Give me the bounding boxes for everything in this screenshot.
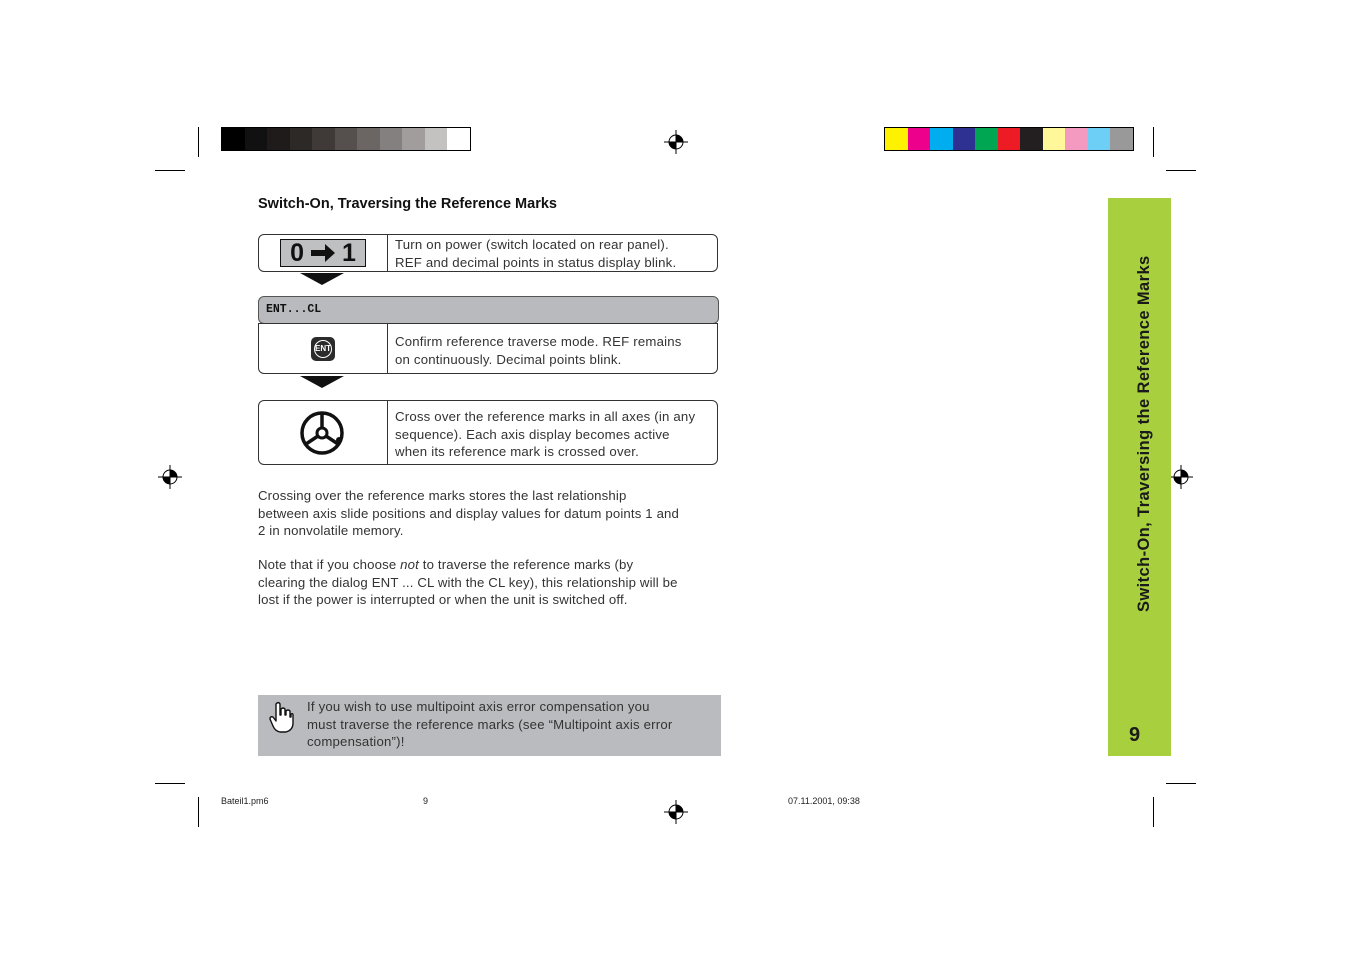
color-swatch — [335, 128, 358, 150]
footer-datetime: 07.11.2001, 09:38 — [788, 796, 860, 806]
body-paragraph — [258, 487, 720, 540]
step-cross-reference-marks — [258, 400, 718, 465]
pointing-hand-icon — [268, 701, 294, 733]
body-paragraph — [258, 556, 720, 609]
color-swatch — [425, 128, 448, 150]
crop-mark — [1166, 170, 1196, 171]
color-swatch — [357, 128, 380, 150]
arrow-right-icon — [310, 243, 336, 263]
color-swatch — [290, 128, 313, 150]
crop-mark — [1153, 797, 1154, 827]
step-key-cell — [259, 324, 388, 373]
color-swatch — [1088, 128, 1111, 150]
flow-arrow-icon — [300, 376, 344, 388]
text-line: clearing the dialog ENT ... CL with the CL key), this relationship will be — [258, 574, 678, 590]
registration-mark-icon — [158, 465, 182, 489]
color-swatch — [380, 128, 403, 150]
section-heading: Switch-On, Traversing the Reference Marks — [258, 196, 557, 212]
registration-mark-icon — [664, 800, 688, 824]
flow-arrow-icon — [300, 273, 344, 285]
crop-mark — [198, 127, 199, 157]
crop-mark — [198, 797, 199, 827]
text-line: must traverse the reference marks (see “Multipoint axis error — [307, 716, 673, 732]
chapter-tab — [1108, 198, 1171, 756]
text-line: lost if the power is interrupted or when the unit is switched off. — [258, 592, 628, 607]
color-swatch — [1020, 128, 1043, 150]
text-line: Confirm reference traverse mode. REF remains — [395, 334, 682, 349]
color-swatch — [312, 128, 335, 150]
footer-page: 9 — [423, 796, 429, 806]
handwheel-icon — [299, 409, 347, 457]
text-line: Crossing over the reference marks stores the last relationship — [258, 488, 627, 503]
color-bar — [884, 127, 1134, 151]
dialog-text: ENT...CL — [266, 303, 322, 316]
ent-key-icon — [311, 337, 335, 361]
text-line: Cross over the reference marks in all axes (in any — [395, 409, 696, 424]
text-line: REF and decimal points in status display blink. — [395, 254, 677, 270]
color-swatch — [975, 128, 998, 150]
color-swatch — [245, 128, 268, 150]
step-power-on — [258, 234, 718, 272]
color-swatch — [222, 128, 245, 150]
color-swatch — [998, 128, 1021, 150]
color-swatch — [930, 128, 953, 150]
step-description — [395, 408, 709, 461]
text-line: If you wish to use multipoint axis error compensation you — [307, 699, 650, 714]
color-swatch — [1043, 128, 1066, 150]
power-switch-key — [280, 239, 366, 267]
grayscale-bar — [221, 127, 471, 151]
footer-filename: Bateil1.pm6 — [221, 796, 269, 806]
crop-mark — [155, 783, 185, 784]
color-swatch — [267, 128, 290, 150]
color-swatch — [1110, 128, 1133, 150]
note-text — [307, 698, 713, 751]
note-box — [258, 695, 721, 756]
crop-mark — [1166, 783, 1196, 784]
text-line: between axis slide positions and display values for datum points 1 and — [258, 505, 680, 521]
text-line: when its reference mark is crossed over. — [395, 444, 640, 459]
color-swatch — [1065, 128, 1088, 150]
text-line: compensation”)! — [307, 734, 405, 749]
page-number: 9 — [1128, 724, 1141, 746]
step-description — [395, 236, 709, 271]
crop-mark — [1153, 127, 1154, 157]
text-line: on continuously. Decimal points blink. — [395, 351, 622, 367]
text-line: sequence). Each axis display becomes active — [395, 426, 670, 442]
chapter-tab-title: Switch-On, Traversing the Reference Marks — [1135, 255, 1153, 612]
emphasis: not — [400, 557, 419, 572]
ent-key-label: ENT — [315, 344, 331, 353]
registration-mark-icon — [1169, 465, 1193, 489]
key-label-on: 1 — [342, 238, 356, 267]
dialog-bar — [258, 296, 719, 324]
text-line: Note that if you choose not to traverse the reference marks (by — [258, 557, 634, 572]
color-swatch — [885, 128, 908, 150]
color-swatch — [402, 128, 425, 150]
key-label-off: 0 — [290, 238, 304, 267]
step-key-cell — [259, 401, 388, 464]
crop-mark — [155, 170, 185, 171]
registration-mark-icon — [664, 130, 688, 154]
color-swatch — [447, 128, 470, 150]
color-swatch — [953, 128, 976, 150]
text-line: Turn on power (switch located on rear panel). — [395, 237, 669, 252]
step-key-cell — [259, 235, 388, 271]
step-confirm — [258, 323, 718, 374]
step-description — [395, 333, 709, 368]
color-swatch — [908, 128, 931, 150]
text-line: 2 in nonvolatile memory. — [258, 523, 404, 538]
